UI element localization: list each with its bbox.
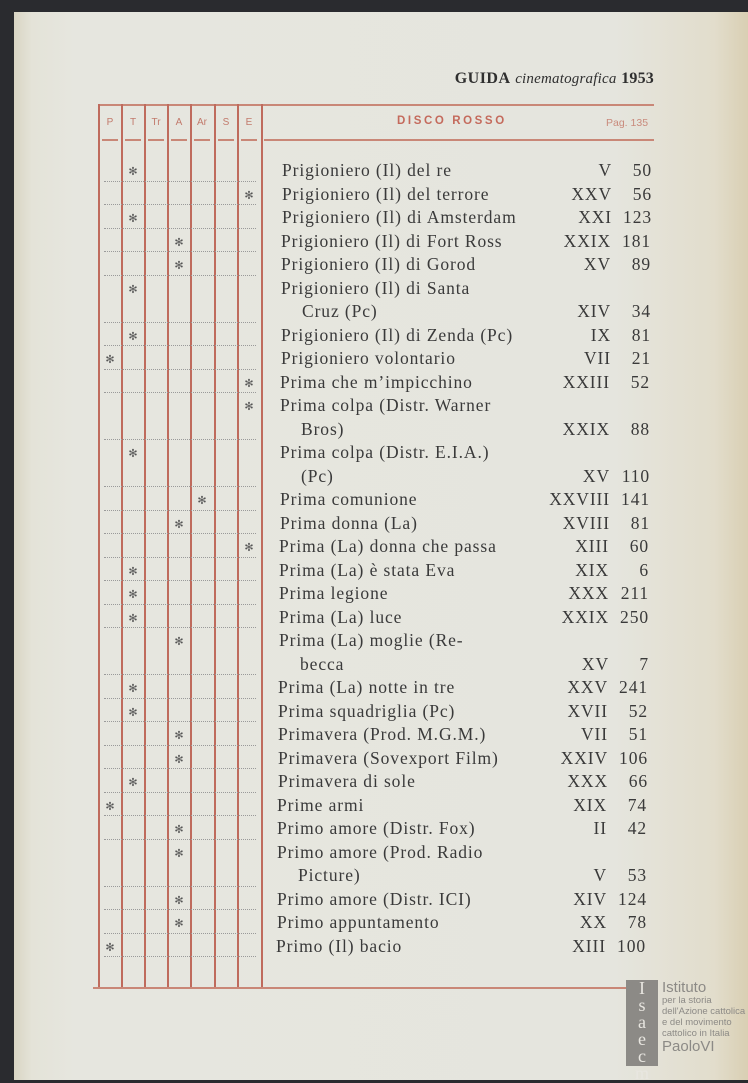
header-bottom-rule [264,139,654,141]
film-entry [279,629,649,676]
rating-star-icon: ✻ [128,588,138,601]
volume-number: XXV [571,183,612,204]
volume-number: XV [581,653,609,674]
watermark-line1: Istituto [662,979,707,996]
volume-number: XX [579,912,607,932]
volume-number: XXI [578,207,612,227]
page-number: 52 [630,371,650,392]
column-header-e: E [245,117,253,128]
page-number: 78 [627,912,647,932]
column-header-s: S [222,117,230,128]
watermark-line5: cattolico in Italia [662,1028,730,1039]
row-dotted-rule [104,956,256,957]
volume-number: IX [590,324,611,345]
watermark-text [662,980,745,1055]
row-dotted-rule [104,745,256,746]
row-dotted-rule [104,815,256,816]
film-title: Prigioniero (Il) del terrore [282,183,490,204]
film-title: Prime armi [277,794,365,815]
film-title: Prima donna (La) [280,512,418,533]
film-entry [281,347,651,371]
page-number: 241 [619,677,648,697]
film-title: Primo amore (Prod. Radio [277,841,484,862]
rating-star-icon: ✻ [128,705,138,719]
rating-star-icon: ✻ [244,400,254,413]
row-dotted-rule [104,204,256,205]
film-entry [280,394,650,441]
film-title: Prima comunione [280,489,418,509]
film-title: Primavera di sole [278,771,416,791]
film-entry [278,747,648,771]
volume-number: VII [584,348,611,368]
rating-star-icon: ✻ [174,259,184,272]
film-entry [276,935,646,959]
volume-number: XIX [573,794,607,815]
monogram-letter: I [639,978,645,998]
film-title: Primavera (Prod. M.G.M.) [278,724,487,744]
row-dotted-rule [104,674,256,675]
row-dotted-rule [104,322,256,323]
rating-star-icon: ✻ [174,752,184,766]
film-title: Prima (La) è stata Eva [279,559,456,580]
row-dotted-rule [104,604,256,605]
page-number: 81 [630,512,650,533]
watermark-line2: per la storia [662,995,712,1006]
film-title: Prima legione [279,583,389,603]
row-dotted-rule [104,557,256,558]
watermark-line3: dell'Azione cattolica [662,1006,746,1017]
monogram-letter: s [638,995,646,1015]
rating-star-icon: ✻ [105,799,115,813]
volume-number: XXIX [562,418,610,439]
monogram-letter: a [638,1012,646,1032]
row-dotted-rule [104,627,256,628]
film-title: Prima (La) moglie (Re- [279,630,464,650]
film-entry [280,371,650,395]
film-title: Prigioniero volontario [281,348,456,368]
rating-star-icon: ✻ [128,564,138,578]
rating-star-icon: ✻ [174,846,184,860]
film-entry [279,606,649,630]
film-title-continuation: Picture) [298,865,361,885]
volume-number: XXX [568,583,609,603]
volume-number: XXX [567,771,608,791]
film-title-continuation: Cruz (Pc) [302,301,378,321]
rating-star-icon: ✻ [174,635,184,648]
film-title-continuation: Bros) [301,418,345,439]
film-entry [281,253,651,277]
volume-number: XV [583,254,611,274]
rating-star-icon: ✻ [244,188,254,202]
film-title: Prima (La) notte in tre [278,677,456,697]
page-number: 250 [620,606,649,627]
page-number: 181 [622,230,651,251]
table-top-rule [98,104,654,106]
page-number: 88 [630,418,650,439]
film-entry [282,159,652,183]
page-number: 21 [631,348,651,368]
volume-number: XVII [567,700,608,721]
page-number: 7 [639,653,649,674]
page-label: Pag. 135 [606,117,649,129]
row-dotted-rule [104,533,256,534]
row-dotted-rule [104,933,256,934]
rating-star-icon: ✻ [174,893,184,907]
rating-star-icon: ✻ [128,165,138,178]
volume-number: VII [581,724,608,744]
column-rule [144,104,146,987]
volume-number: V [598,160,612,180]
film-entry [281,277,651,324]
film-entry [278,700,648,724]
film-title: Prima (La) luce [279,606,403,627]
row-dotted-rule [104,721,256,722]
row-dotted-rule [104,392,256,393]
film-entry [280,488,650,512]
film-entry [279,535,649,559]
film-title: Prigioniero (Il) di Amsterdam [282,207,517,227]
film-entry [281,324,651,348]
watermark-logo [626,978,748,1083]
film-entry [280,512,650,536]
page-number: 89 [631,254,651,274]
page-number: 60 [629,536,649,556]
column-header-underline [125,139,141,141]
row-dotted-rule [104,886,256,887]
film-title: Primavera (Sovexport Film) [278,747,499,768]
film-entry [279,559,649,583]
page-number: 56 [632,183,652,204]
film-entry [278,676,648,700]
column-header-p: P [106,117,114,128]
rating-star-icon: ✻ [128,329,138,343]
rating-star-icon: ✻ [105,940,115,954]
column-rule [214,104,216,987]
volume-number: XXIII [562,371,610,392]
page-number: 53 [627,865,647,885]
row-dotted-rule [104,275,256,276]
film-title: Prima che m’impicchino [280,371,473,392]
film-title: Primo amore (Distr. Fox) [277,818,476,838]
rating-star-icon: ✻ [128,282,138,296]
film-title: Primo amore (Distr. ICI) [277,888,472,909]
page-number: 100 [617,935,646,956]
row-dotted-rule [104,369,256,370]
rating-star-icon: ✻ [128,212,138,225]
film-entry [279,582,649,606]
page-number: 74 [627,794,647,815]
rating-star-icon: ✻ [174,729,184,742]
film-entry [277,817,647,841]
film-title-continuation: (Pc) [301,465,334,486]
volume-number: XIX [575,559,609,580]
row-dotted-rule [104,228,256,229]
watermark-monogram [626,978,658,1083]
film-entry [280,441,650,488]
column-header-ar: Ar [197,117,207,128]
rating-star-icon: ✻ [197,494,207,507]
monogram-letter: c [638,1046,646,1066]
page-number: 66 [628,771,648,791]
page-number: 106 [619,747,648,768]
film-entry [277,841,647,888]
column-header-underline [194,139,210,141]
rating-star-icon: ✻ [105,353,115,366]
rating-star-icon: ✻ [174,917,184,930]
film-title: Prima (La) donna che passa [279,536,497,556]
page-number: 51 [628,724,648,744]
volume-number: XIV [577,301,611,321]
column-rule [98,104,100,987]
film-title: Prima squadriglia (Pc) [278,700,456,721]
rating-star-icon: ✻ [244,541,254,554]
column-header-t: T [129,117,137,128]
film-title: Prigioniero (Il) di Fort Ross [281,230,503,251]
monogram-letter: e [638,1029,646,1049]
volume-number: XIII [575,536,609,556]
column-header-underline [171,139,187,141]
watermark-line4: e del movimento [662,1017,732,1028]
page-number: 81 [631,324,651,345]
volume-number: XXV [567,677,608,697]
film-entry [282,183,652,207]
row-dotted-rule [104,698,256,699]
page-number: 123 [623,207,652,227]
row-dotted-rule [104,345,256,346]
page-number: 141 [621,489,650,509]
column-header-underline [241,139,257,141]
rating-star-icon: ✻ [174,517,184,531]
column-header-underline [102,139,118,141]
row-dotted-rule [104,580,256,581]
film-entry [277,888,647,912]
page-number: 50 [632,160,652,180]
column-rule [190,104,192,987]
page-number: 6 [639,559,649,580]
rating-star-icon: ✻ [128,776,138,789]
volume-number: XXIV [560,747,608,768]
film-title: Prigioniero (Il) di Santa [281,277,471,298]
running-head-guida: GUIDA [454,70,511,87]
volume-number: XIII [572,935,606,956]
film-title: Prigioniero (Il) di Zenda (Pc) [281,324,514,345]
watermark-line6: PaoloVI [662,1038,715,1055]
column-rule [261,104,263,987]
rating-star-icon: ✻ [244,376,254,390]
table-bottom-rule [93,987,653,989]
page-number: 211 [620,583,649,603]
volume-number: XXIX [561,606,609,627]
column-header-a: A [175,117,183,128]
page-number: 34 [631,301,651,321]
row-dotted-rule [104,510,256,511]
column-header-underline [148,139,164,141]
volume-number: V [593,865,607,885]
row-dotted-rule [104,181,256,182]
page-number: 52 [628,700,648,721]
column-header-tr: Tr [151,117,161,128]
page-number: 124 [618,888,647,909]
rating-star-icon: ✻ [128,611,138,625]
film-entry [282,206,652,230]
running-head-cinematografica: cinematografica [515,71,617,87]
row-dotted-rule [104,792,256,793]
rating-star-icon: ✻ [128,447,138,460]
column-header-underline [218,139,234,141]
volume-number: II [593,818,607,838]
rating-star-icon: ✻ [174,823,184,836]
film-entry [281,230,651,254]
row-dotted-rule [104,486,256,487]
film-title: Primo (Il) bacio [276,935,403,956]
film-entry [278,723,648,747]
section-title: DISCO ROSSO [397,115,507,127]
film-entry [277,794,647,818]
page-number: 110 [621,465,650,486]
volume-number: XXIX [563,230,611,251]
film-entry [278,770,648,794]
rating-star-icon: ✻ [174,235,184,249]
volume-number: XVIII [562,512,610,533]
film-title: Primo appuntamento [277,912,440,932]
film-title: Prima colpa (Distr. Warner [280,395,492,415]
volume-number: XV [582,465,610,486]
row-dotted-rule [104,251,256,252]
row-dotted-rule [104,439,256,440]
row-dotted-rule [104,839,256,840]
film-entry [277,911,647,935]
running-head-year: 1953 [621,70,654,87]
row-dotted-rule [104,768,256,769]
monogram-letter: m [634,1063,649,1083]
page-number: 42 [627,818,647,838]
film-title-continuation: becca [300,653,345,674]
column-rule [121,104,123,987]
volume-number: XIV [573,888,607,909]
rating-star-icon: ✻ [128,682,138,695]
row-dotted-rule [104,909,256,910]
film-title: Prigioniero (Il) del re [282,160,452,180]
film-title: Prima colpa (Distr. E.I.A.) [280,442,490,462]
film-title: Prigioniero (Il) di Gorod [281,254,477,274]
volume-number: XXVIII [549,489,610,509]
